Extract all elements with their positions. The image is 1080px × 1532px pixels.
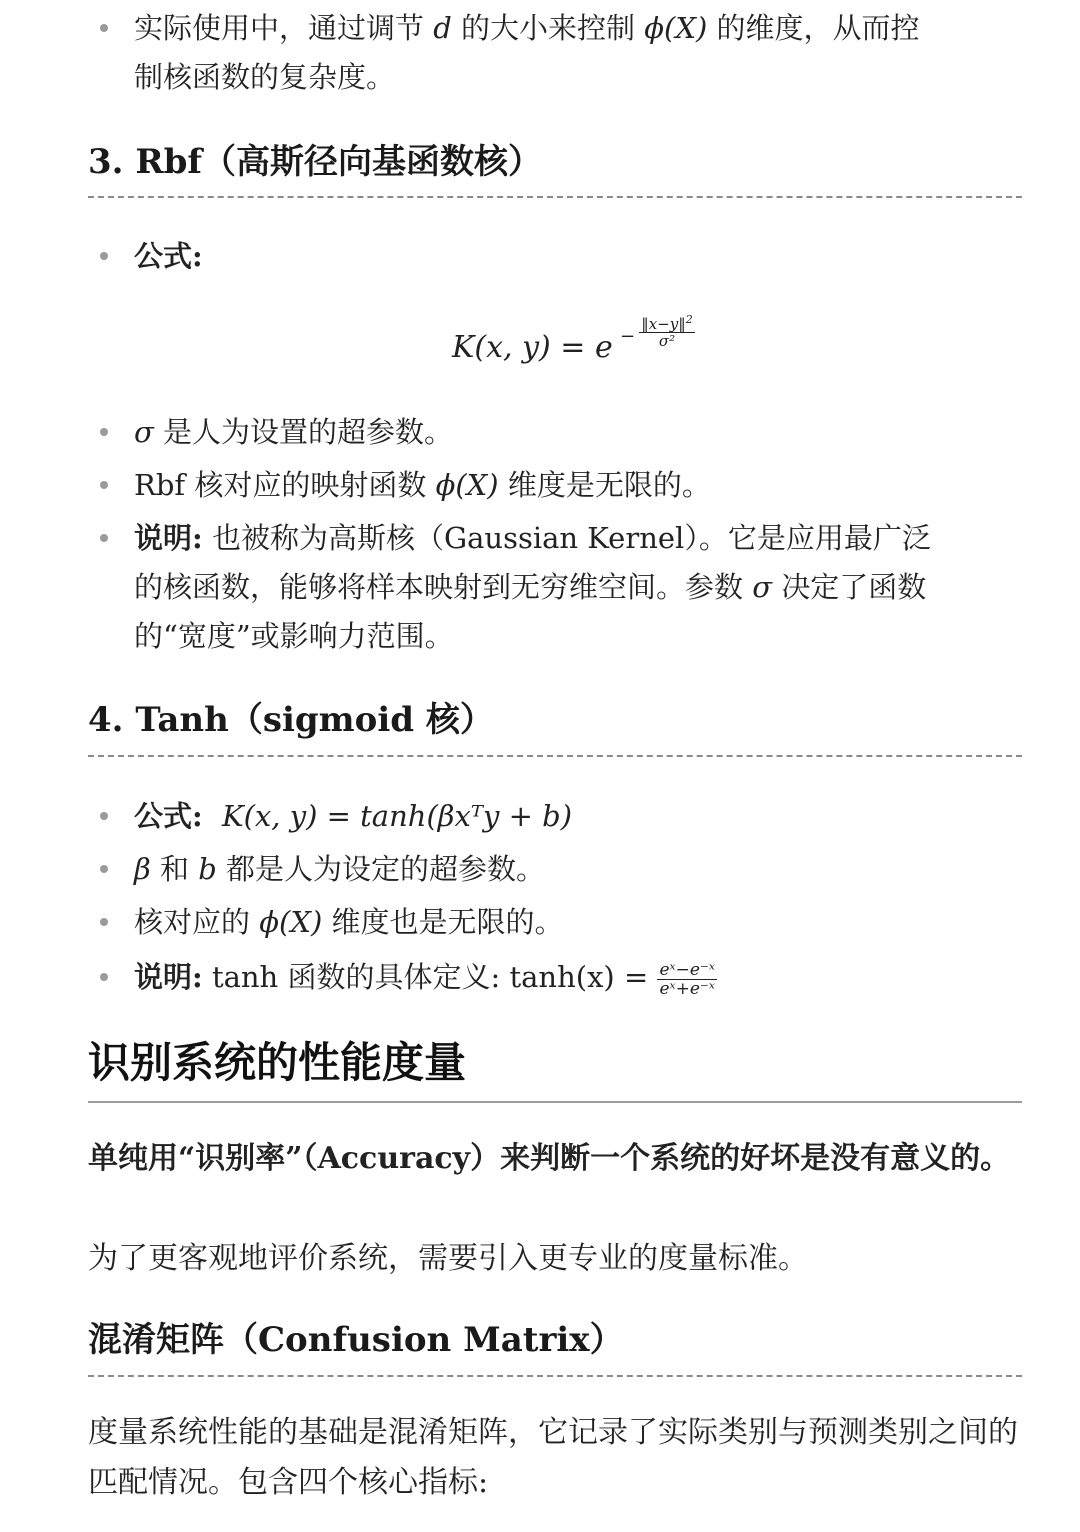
fraction-denominator: eˣ+e⁻ˣ: [659, 978, 715, 999]
text-span: 也被称为高斯核（Gaussian Kernel）。它是应用最广泛: [211, 521, 931, 555]
list-item: [88, 792, 1028, 841]
math-phi: ϕ(X): [644, 11, 708, 45]
tanh-formula: K(x, y) = tanh(βxᵀy + b): [221, 799, 573, 833]
text-span: 核对应的: [134, 905, 251, 939]
text-span: 维度也是无限的。: [331, 905, 564, 939]
note-label: 说明:: [134, 960, 203, 994]
heading-divider: [88, 1101, 1022, 1103]
math-phi: ϕ(X): [435, 468, 499, 502]
bullet-dot: [100, 812, 108, 820]
bullet-text: [134, 408, 1028, 457]
text-span: 的核函数，能够将样本映射到无穷维空间。参数: [134, 570, 744, 604]
text-span: 的“宽度”或影响力范围。: [134, 619, 454, 653]
text-span: tanh 函数的具体定义:: [211, 960, 501, 994]
math-phi: ϕ(X): [259, 905, 323, 939]
bullet-text: [134, 461, 1028, 510]
section-heading-rbf: 3. Rbf（高斯径向基函数核）: [88, 142, 542, 182]
section-heading-confusion-matrix: 混淆矩阵（Confusion Matrix）: [88, 1320, 624, 1360]
list-item: [88, 845, 1028, 894]
text-span: 制核函数的复杂度。: [134, 60, 396, 94]
fraction-numerator: eˣ−e⁻ˣ: [659, 959, 715, 980]
math-sigma: σ: [134, 415, 154, 449]
text-span: 决定了函数: [781, 570, 927, 604]
formula-label: 公式:: [134, 239, 203, 273]
bullet-text: [134, 4, 1028, 102]
math-beta: β: [134, 852, 151, 886]
text-span: 的大小来控制: [461, 11, 636, 45]
bullet-text: [134, 898, 1028, 947]
bullet-dot: [100, 481, 108, 489]
text-span: 是人为设置的超参数。: [163, 415, 454, 449]
math-d: d: [433, 11, 452, 45]
heading-divider: [88, 755, 1022, 757]
bullet-dot: [100, 534, 108, 542]
exponent-denominator: σ²: [658, 332, 676, 350]
heading-divider: [88, 196, 1022, 198]
text-span: 的维度，从而控: [716, 11, 920, 45]
tanh-fraction: [657, 961, 716, 998]
text-span: 和: [159, 852, 189, 886]
tanh-definition: tanh(x) =: [509, 960, 649, 994]
bullet-dot: [100, 24, 108, 32]
note-label: 说明:: [134, 521, 203, 555]
bullet-dot: [100, 865, 108, 873]
formula-label: 公式:: [134, 799, 203, 833]
bullet-text: [134, 845, 1028, 894]
exponent-numerator: [639, 312, 695, 333]
formula-lhs: K(x, y) = e: [452, 330, 613, 365]
paragraph: 度量系统性能的基础是混淆矩阵，它记录了实际类别与预测类别之间的匹配情况。包含四个核心指标:: [88, 1415, 1018, 1500]
text-span: 维度是无限的。: [507, 468, 711, 502]
bullet-text: [134, 953, 1028, 1002]
heading-divider: [88, 1375, 1022, 1377]
bullet-dot: [100, 918, 108, 926]
bullet-text: [134, 514, 1028, 661]
list-item: [88, 4, 1028, 102]
list-item: [88, 461, 1028, 510]
list-item: [88, 898, 1028, 947]
numerator-text: ‖x−y‖: [641, 315, 686, 333]
list-item: [88, 232, 1028, 281]
math-b: b: [198, 852, 217, 886]
bullet-dot: [100, 973, 108, 981]
bullet-text: [134, 792, 1028, 841]
numerator-power: 2: [685, 313, 693, 326]
math-sigma: σ: [752, 570, 773, 604]
text-span: 实际使用中，通过调节: [134, 11, 425, 45]
formula-exponent-fraction: [636, 312, 698, 349]
list-item: [88, 514, 1028, 661]
paragraph: 为了更客观地评价系统，需要引入更专业的度量标准。: [88, 1241, 808, 1276]
section-heading-tanh: 4. Tanh（sigmoid 核）: [88, 700, 494, 740]
list-item: [88, 408, 1028, 457]
formula-exp-minus: −: [620, 326, 636, 347]
bullet-dot: [100, 252, 108, 260]
bold-paragraph: 单纯用“识别率”（Accuracy）来判断一个系统的好坏是没有意义的。: [88, 1141, 1011, 1176]
text-span: Rbf 核对应的映射函数: [134, 468, 427, 502]
bullet-dot: [100, 428, 108, 436]
section-heading-performance: 识别系统的性能度量: [88, 1038, 467, 1087]
rbf-formula: [452, 312, 752, 372]
text-span: 都是人为设定的超参数。: [226, 852, 546, 886]
list-item: [88, 953, 1028, 1002]
